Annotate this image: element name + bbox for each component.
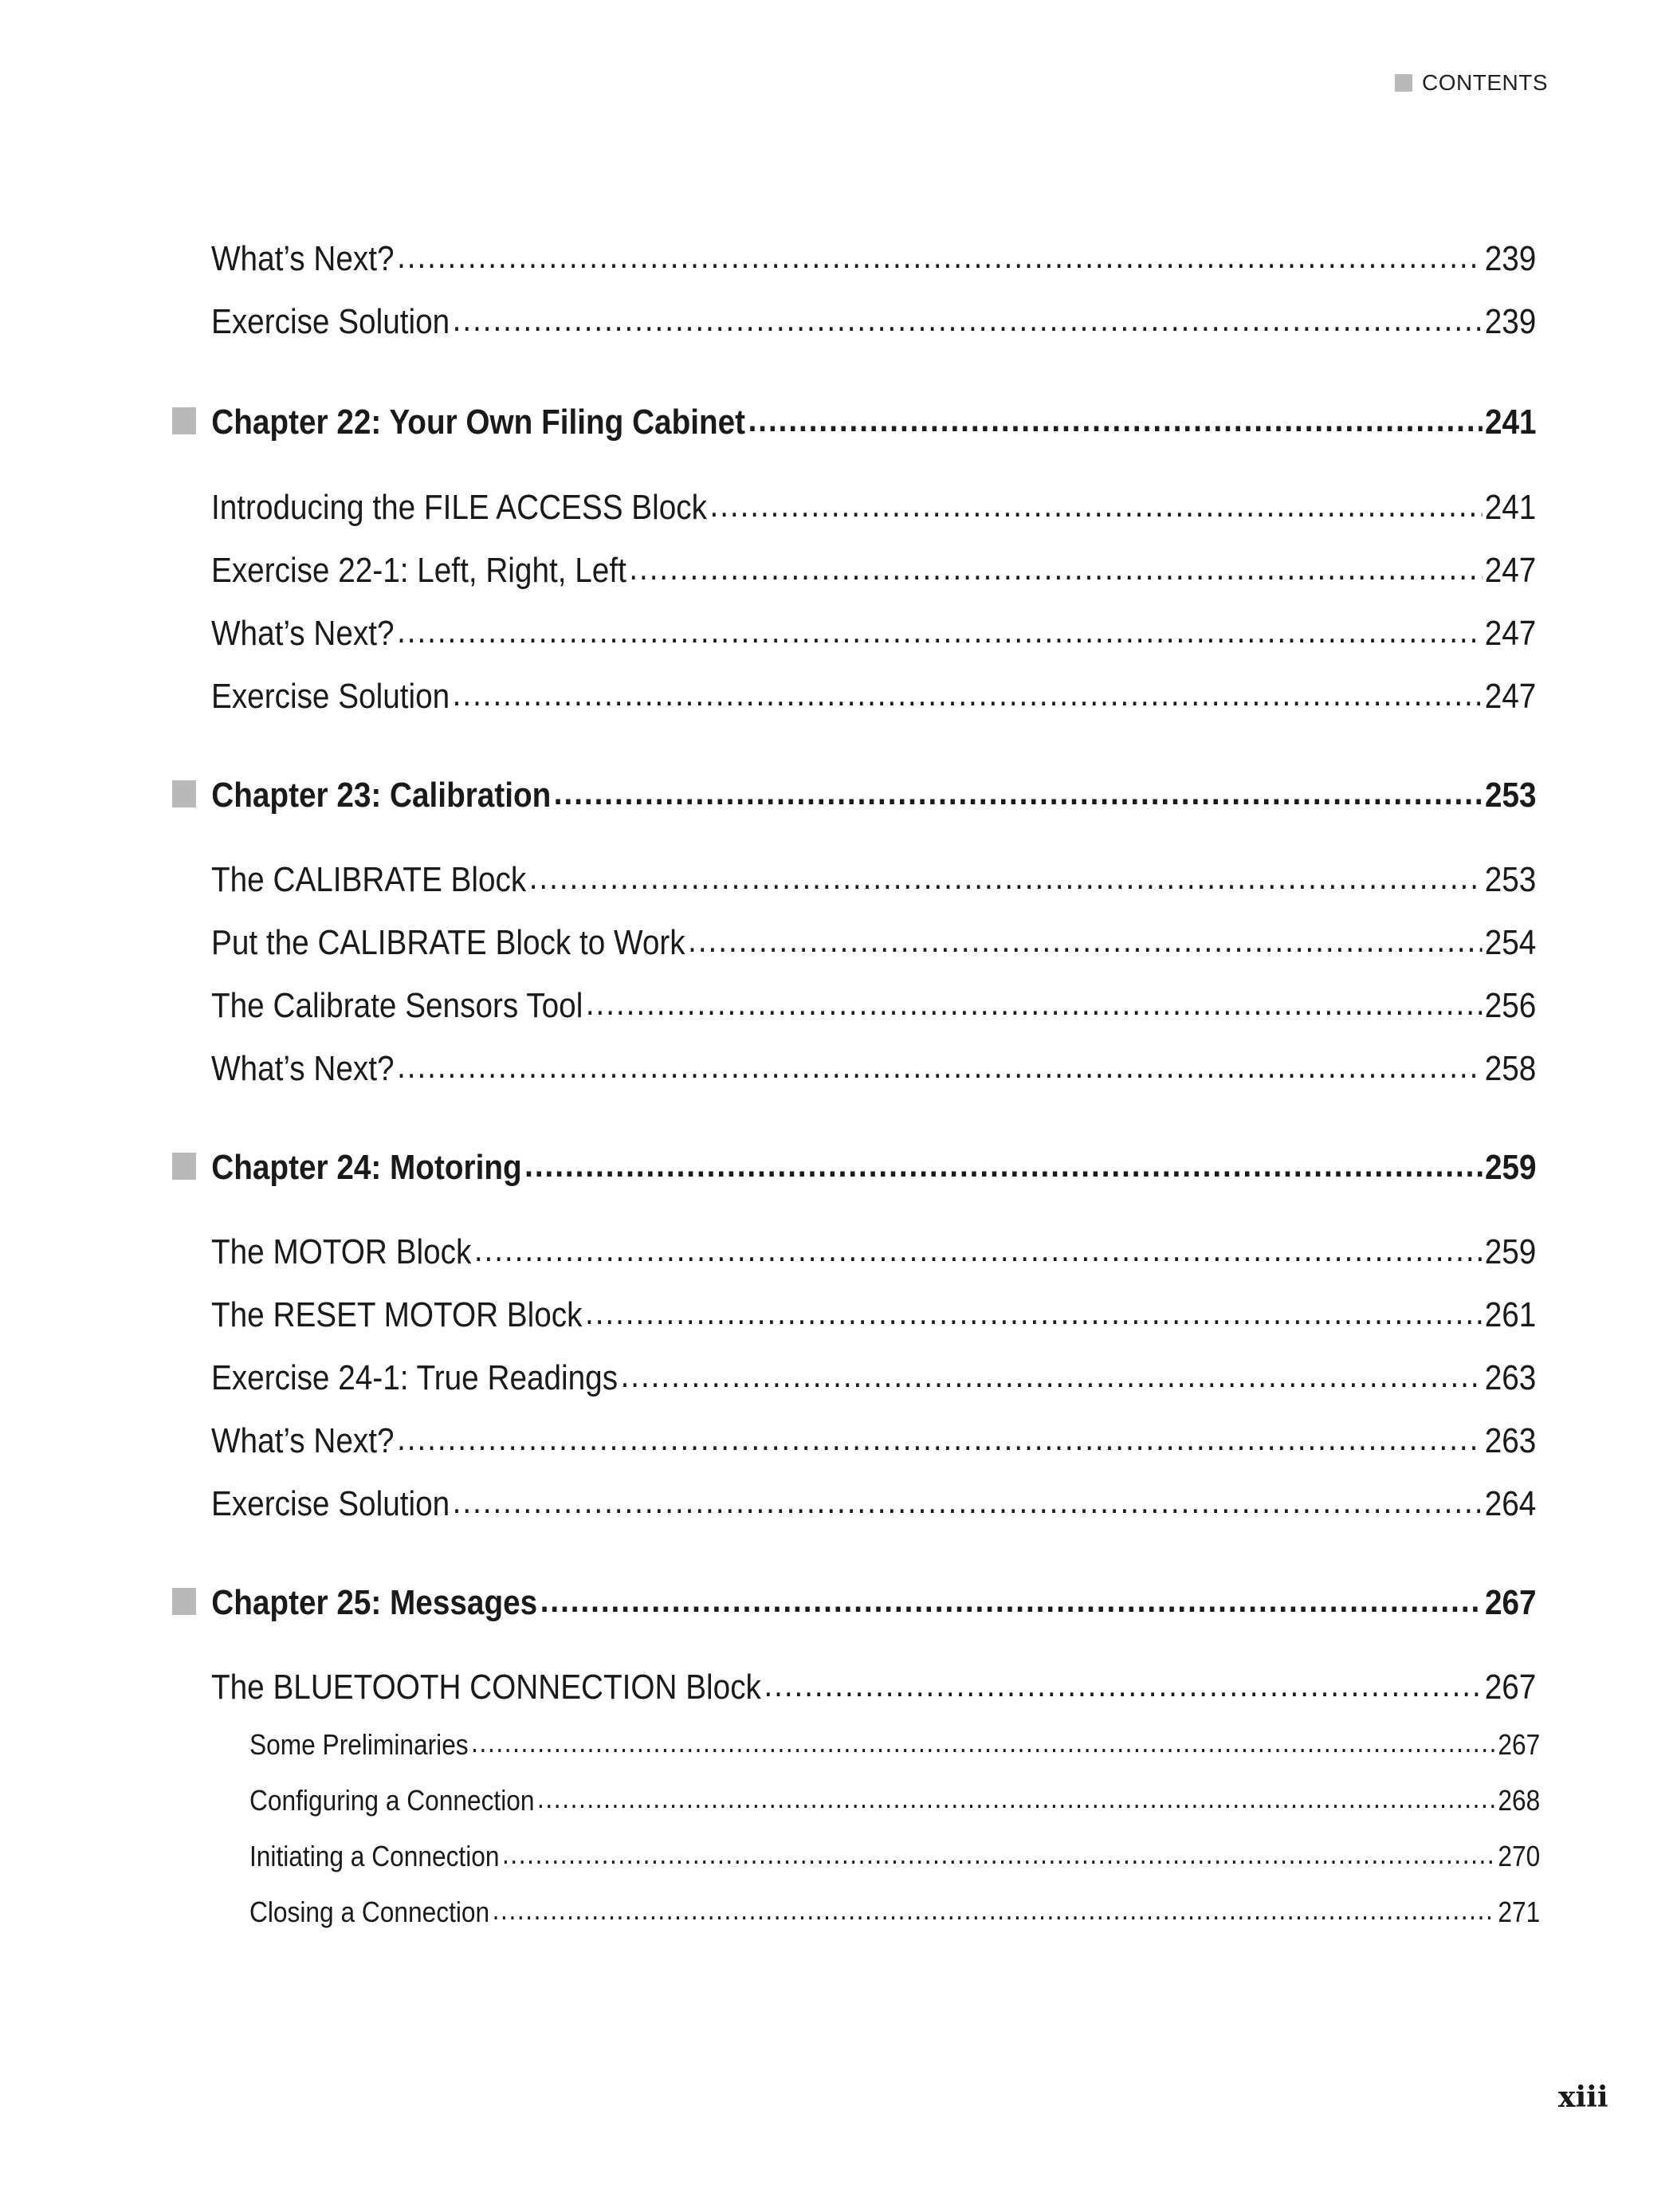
- toc-entry-page: 239: [1484, 239, 1537, 278]
- leader-dots: [621, 1354, 1483, 1389]
- leader-dots: [710, 484, 1483, 519]
- toc-entry-title: The CALIBRATE Block: [211, 860, 527, 899]
- leader-dots: [537, 1782, 1495, 1810]
- toc-entry[interactable]: [211, 856, 1536, 900]
- toc-subentry-title: Configuring a Connection: [249, 1784, 535, 1817]
- toc-subentry-page: 270: [1498, 1840, 1541, 1872]
- square-bullet-icon: [1395, 74, 1412, 92]
- toc-entry-title: The Calibrate Sensors Tool: [211, 986, 583, 1025]
- chapter-square-icon: [172, 780, 196, 807]
- toc-subentry-title: Some Preliminaries: [249, 1728, 469, 1761]
- toc-chapter-entry[interactable]: [172, 772, 1537, 815]
- toc-chapter-title: Chapter 23: Calibration: [211, 776, 552, 815]
- toc-entry-title: Put the CALIBRATE Block to Work: [211, 923, 685, 962]
- chapter-square-icon: [172, 1153, 196, 1180]
- leader-dots: [586, 982, 1482, 1017]
- toc-entry[interactable]: [211, 1228, 1536, 1272]
- toc-subentry[interactable]: [249, 1782, 1540, 1817]
- leader-dots: [540, 1579, 1483, 1614]
- leader-dots: [471, 1726, 1495, 1754]
- toc-entry-title: What’s Next?: [211, 1421, 395, 1460]
- toc-chapter-title: Chapter 24: Motoring: [211, 1148, 522, 1187]
- toc-subentry-page: 267: [1498, 1728, 1541, 1761]
- toc-entry[interactable]: [211, 1664, 1536, 1707]
- toc-entry-page: 241: [1484, 488, 1537, 527]
- leader-dots: [748, 399, 1483, 434]
- toc-subentry-title: Closing a Connection: [249, 1896, 490, 1928]
- page-number: xiii: [1558, 2080, 1608, 2114]
- toc-entry-page: 254: [1484, 923, 1537, 962]
- toc-entry[interactable]: [211, 1045, 1536, 1089]
- toc-entry-page: 259: [1484, 1232, 1537, 1271]
- toc-subentry-page: 268: [1498, 1784, 1541, 1817]
- running-head: [1395, 70, 1548, 96]
- chapter-square-icon: [172, 407, 196, 434]
- toc-entry-title: What’s Next?: [211, 614, 395, 653]
- toc-chapter-title: Chapter 22: Your Own Filing Cabinet: [211, 403, 746, 442]
- toc-entry-page: 261: [1484, 1295, 1537, 1334]
- toc-subentry[interactable]: [249, 1893, 1540, 1929]
- toc-entry[interactable]: [211, 484, 1536, 528]
- toc-entry[interactable]: [211, 1417, 1536, 1461]
- leader-dots: [453, 298, 1483, 333]
- chapter-square-icon: [172, 1588, 196, 1615]
- leader-dots: [397, 1045, 1482, 1080]
- leader-dots: [764, 1664, 1482, 1699]
- toc-entry-page: 247: [1484, 614, 1537, 653]
- toc-subentry-page: 271: [1498, 1896, 1541, 1928]
- leader-dots: [585, 1291, 1482, 1326]
- toc-entry-page: 247: [1484, 677, 1537, 716]
- toc-entry[interactable]: [211, 547, 1536, 591]
- leader-dots: [397, 1417, 1482, 1452]
- leader-dots: [453, 673, 1483, 708]
- toc-subentry-title: Initiating a Connection: [249, 1840, 500, 1872]
- toc-chapter-page: 241: [1484, 403, 1537, 442]
- toc-entry-title: Exercise Solution: [211, 1484, 450, 1523]
- leader-dots: [502, 1837, 1495, 1866]
- toc-subentry[interactable]: [249, 1837, 1540, 1873]
- leader-dots: [493, 1893, 1495, 1922]
- toc-entry-title: What’s Next?: [211, 1049, 395, 1088]
- toc-entry-title: Introducing the FILE ACCESS Block: [211, 488, 707, 527]
- leader-dots: [397, 235, 1482, 270]
- toc-entry[interactable]: [211, 235, 1536, 279]
- toc-entry-page: 258: [1484, 1049, 1537, 1088]
- leader-dots: [474, 1228, 1482, 1263]
- toc-chapter-entry[interactable]: [172, 1579, 1537, 1623]
- toc-entry-page: 253: [1484, 860, 1537, 899]
- toc-entry[interactable]: [211, 1291, 1536, 1335]
- toc-entry-page: 239: [1484, 302, 1537, 341]
- toc-chapter-page: 259: [1484, 1148, 1537, 1187]
- toc-entry[interactable]: [211, 919, 1536, 963]
- toc-subentry[interactable]: [249, 1726, 1540, 1762]
- toc-entry-title: What’s Next?: [211, 239, 395, 278]
- toc-entry-page: 264: [1484, 1484, 1537, 1523]
- leader-dots: [629, 547, 1482, 582]
- leader-dots: [397, 610, 1482, 645]
- toc-entry-title: Exercise 22-1: Left, Right, Left: [211, 551, 626, 590]
- toc-entry-title: The RESET MOTOR Block: [211, 1295, 583, 1334]
- toc-entry-page: 267: [1484, 1668, 1537, 1707]
- toc-chapter-title: Chapter 25: Messages: [211, 1583, 538, 1622]
- running-head-label: CONTENTS: [1422, 70, 1548, 95]
- leader-dots: [453, 1480, 1483, 1515]
- toc-chapter-entry[interactable]: [172, 399, 1537, 442]
- toc-entry-title: The MOTOR Block: [211, 1232, 472, 1271]
- toc-entry-title: The BLUETOOTH CONNECTION Block: [211, 1668, 761, 1707]
- toc-entry-page: 263: [1484, 1358, 1537, 1397]
- leader-dots: [554, 772, 1483, 807]
- toc-entry[interactable]: [211, 673, 1536, 717]
- toc-entry-page: 256: [1484, 986, 1537, 1025]
- toc-entry[interactable]: [211, 610, 1536, 654]
- leader-dots: [524, 1144, 1482, 1179]
- toc-entry-title: Exercise 24-1: True Readings: [211, 1358, 619, 1397]
- leader-dots: [529, 856, 1482, 891]
- leader-dots: [688, 919, 1482, 954]
- toc-entry[interactable]: [211, 982, 1536, 1026]
- toc-entry-title: Exercise Solution: [211, 302, 450, 341]
- toc-chapter-page: 253: [1484, 776, 1537, 815]
- toc-entry[interactable]: [211, 1480, 1536, 1524]
- toc-chapter-entry[interactable]: [172, 1144, 1537, 1188]
- toc-entry[interactable]: [211, 298, 1536, 342]
- toc-entry-title: Exercise Solution: [211, 677, 450, 716]
- toc-entry[interactable]: [211, 1354, 1536, 1398]
- toc-entry-page: 247: [1484, 551, 1537, 590]
- toc-chapter-page: 267: [1484, 1583, 1537, 1622]
- toc-entry-page: 263: [1484, 1421, 1537, 1460]
